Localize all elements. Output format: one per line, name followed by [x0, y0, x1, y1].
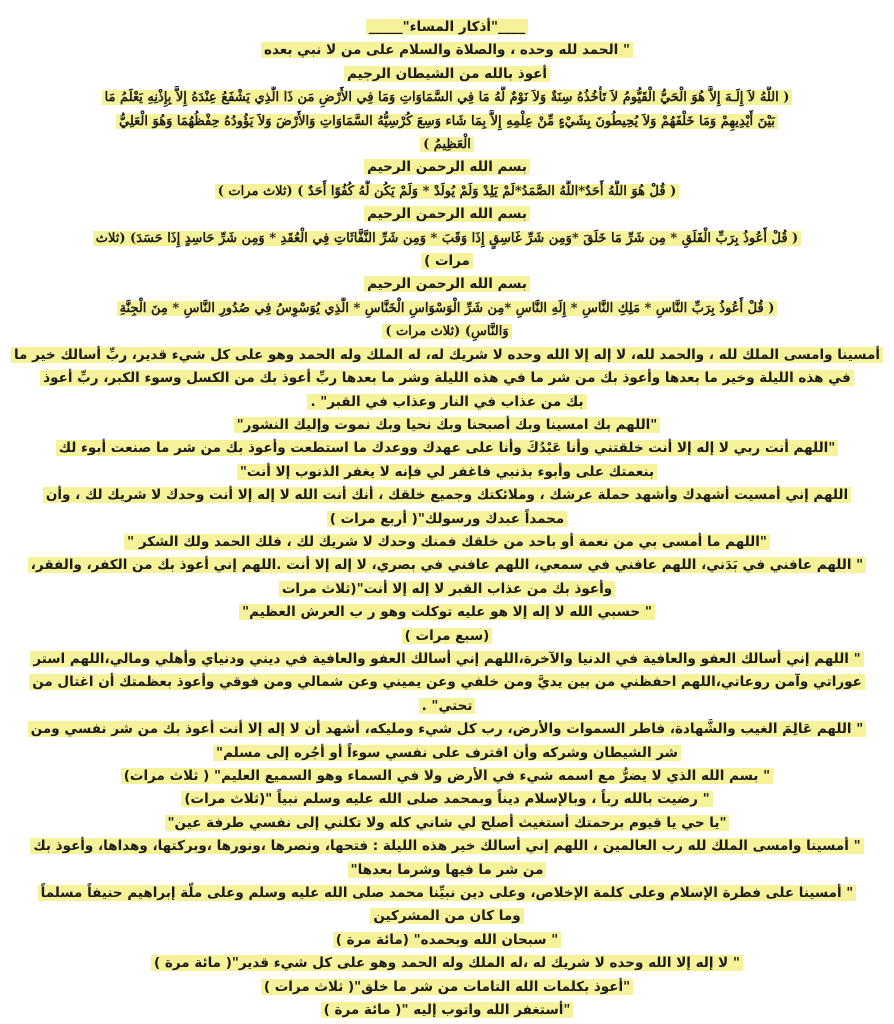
text-line — [0, 625, 894, 648]
text-line — [0, 952, 894, 975]
highlighted-text: وأعوذ بك من عذاب القبر لا إله إلا أنت"(ثلاث مرات — [279, 581, 615, 597]
highlighted-text: أعوذ بالله من الشيطان الرجيم — [344, 66, 550, 82]
text-line — [0, 437, 894, 460]
highlighted-text: بسم الله الرحمن الرحيم — [364, 276, 530, 292]
text-line — [0, 835, 894, 858]
highlighted-text: ( قُلْ أَعُوذُ بِرَبِّ الْفَلَقِ * مِن شَرِّ مَا خَلَقَ *وَمِن شَرِّ غَاسِقٍ إِذَا وَقَبَ * وَمِن شَرِّ النَّفَّاثَاتِ فِي الْعُقَدِ * وَمِن شَرِّ حَاسِدٍ إِذَا حَسَدَ) (ثلاث — [93, 231, 801, 246]
text-line — [0, 812, 894, 835]
text-line — [0, 765, 894, 788]
highlighted-text: أمسينا وامسى الملك لله ، والحمد لله، لا إله إلا الله وحده لا شريك له، له الملك وله الحمد وهو على كل شيء قدير، ربِّ أسالك خير ما — [11, 347, 883, 363]
document-title: ____"أذكار المساء"_____ — [0, 16, 894, 39]
text-line — [0, 905, 894, 928]
text-line — [0, 999, 894, 1022]
highlighted-text: " لا إله إلا الله وحده لا شريك له ،له الملك وله الحمد وهو على كل شيء قدير"( مائة مرة ) — [151, 955, 743, 971]
highlighted-text: " اللهم عافني في بَدَني، اللهم عافني في سمعي، اللهم عافني في بصري، لا إله إلا أنت .اللهم إني أعوذ بك من الكفر، والفقر، — [28, 557, 866, 573]
text-line — [0, 508, 894, 531]
text-line — [0, 203, 894, 226]
text-line — [0, 601, 894, 624]
text-line — [0, 86, 894, 109]
text-line — [0, 554, 894, 577]
text-line — [0, 882, 894, 905]
highlighted-text: وما كان من المشركين — [370, 908, 523, 924]
highlighted-text: " رضيت بالله رباً ، وبالإسلام ديناً وبمحمد صلى الله عليه وسلم نبياً "(ثلاث مرات) — [181, 791, 712, 807]
highlighted-text: " حسبي الله لا إله إلا هو عليه توكلت وهو ر ب العرش العظيم" — [239, 604, 655, 620]
highlighted-text: "يا حي يا قيوم برحمتك أستغيث أصلح لي شاني كله ولا تكلني إلى نفسي طرفة عين" — [165, 815, 730, 831]
highlighted-text: " سبحان الله وبحمده" (مائة مرة ) — [333, 932, 562, 948]
highlighted-text: " اللهم عَالِمَ الغيب والشَّهادة، فاطر السموات والأرض، رب كل شيء ومليكه، أشهد أن لا إله إلا أنت أعوذ بك من شر نفسي ومن — [28, 721, 867, 737]
text-line — [0, 367, 894, 390]
highlighted-text: بَيْنَ أَيْدِيهِمْ وَمَا خَلْفَهُمْ وَلاَ يُحِيطُونَ بِشَيْءٍ مِّنْ عِلْمِهِ إِلاَّ بِمَا شَاء وَسِعَ كُرْسِيُّهُ السَّمَاوَاتِ وَالأَرْضَ وَلاَ يَؤُودُهُ حِفْظُهُمَا وَهُوَ الْعَلِيُّ — [116, 114, 778, 129]
highlighted-text: "أستغفر الله واتوب إليه "( مائة مرة ) — [321, 1002, 574, 1018]
highlighted-text: ( قُلْ أَعُوذُ بِرَبِّ النَّاسِ * مَلِكِ النَّاسِ * إِلَهِ النَّاسِ *مِن شَرِّ الْوَسْوَاسِ الْخَنَّاسِ * الَّذِي يُوَسْوِسُ فِي صُدُورِ النَّاسِ * مِنَ الْجِنَّةِ — [117, 301, 778, 316]
text-line — [0, 742, 894, 765]
text-line — [0, 414, 894, 437]
text-line — [0, 180, 894, 203]
text-line — [0, 718, 894, 741]
highlighted-text: "اللهم ما أمسى بي من نعمة أو باحد من خلقك فمنك وحدك لا شريك لك ، فلك الحمد ولك الشكر " — [124, 534, 770, 550]
highlighted-text: تحتي" . — [419, 698, 476, 714]
highlighted-text: " أمسينا على فطرة الإسلام وعلى كلمة الإخلاص، وعلى دين نبيِّنا محمد صلى الله عليه وسلم وعلى ملَّة إبراهيم حنيفاً مسلماً — [38, 885, 857, 901]
text-line — [0, 133, 894, 156]
text-line — [0, 320, 894, 343]
highlighted-text: "اللهم بك امسينا وبك أصبحنا وبك نحيا وبك نموت وإليك النشور" — [234, 417, 661, 433]
highlighted-text: محمداً عبدك ورسولك"( أربع مرات ) — [327, 511, 568, 527]
text-line — [0, 391, 894, 414]
highlighted-text: " أمسينا وامسى الملك لله رب العالمين ، اللهم إني أسالك خير هذه الليلة : فتحها، ونصرها ،ونورها ،وبركتها، وهداها، وأعوذ بك — [30, 838, 863, 854]
text-line — [0, 461, 894, 484]
highlighted-text: شر الشيطان وشركه وأن اقترف على نفسي سوءاً أو أجُره إلى مسلم" — [213, 745, 681, 761]
text-line — [0, 484, 894, 507]
text-line — [0, 648, 894, 671]
text-line — [0, 250, 894, 273]
highlighted-text: (سبع مرات ) — [402, 628, 493, 644]
highlighted-text: " اللهم إني أسالك العفو والعافية في الدنيا والآخرة،اللهم إني أسالك العفو والعافية في ديني ودنياي وأهلي ومالي،اللهم استر — [30, 651, 863, 667]
highlighted-text: بسم الله الرحمن الرحيم — [364, 159, 530, 175]
text-line — [0, 39, 894, 62]
text-line — [0, 788, 894, 811]
highlighted-text: عوراتي وآمن روعاتي،اللهم احفظني من بين يديَّ ومن خلفي وعن يميني وعن شمالي ومن فوقي وأعوذ بعظمتك أن اغتال من — [29, 674, 865, 690]
highlighted-text: " الحمد لله وحده ، والصلاة والسلام على من لا نبي بعده — [261, 42, 633, 58]
text-line — [0, 531, 894, 554]
text-line — [0, 929, 894, 952]
highlighted-text: بنعمتك على وأبوء بذنبي فاغفر لي فإنه لا يغفر الذنوب إلا أنت" — [237, 464, 657, 480]
text-line — [0, 695, 894, 718]
text-line — [0, 671, 894, 694]
highlighted-text: بك من عذاب في النار وعذاب في القبر" . — [307, 394, 586, 410]
text-line — [0, 297, 894, 320]
highlighted-text: من شر ما فيها وشرما بعدها" — [348, 862, 547, 878]
text-line — [0, 156, 894, 179]
text-line — [0, 859, 894, 882]
highlighted-text: ( اللَّهُ لاَ إِلَـهَ إِلاَّ هُوَ الْحَيُّ الْقَيُّومُ لاَ تَأْخُذُهُ سِنَةٌ وَلاَ نَوْمٌ لَّهُ مَا فِي السَّمَاوَاتِ وَمَا فِي الأَرْضِ مَن ذَا الَّذِي يَشْفَعُ عِنْدَهُ إِلاَّ بِإِذْنِهِ يَعْلَمُ مَا — [102, 90, 793, 105]
text-line — [0, 63, 894, 86]
text-line — [0, 344, 894, 367]
highlighted-text: "اللهم أنت ربي لا إله إلا أنت خلقتني وأنا عَبْدُكَ وأنا على عهدك ووعدك ما استطعت وأعوذ بك من شر ما صنعت أبوء لك — [56, 440, 839, 456]
text-line — [0, 227, 894, 250]
text-line — [0, 273, 894, 296]
highlighted-text: بسم الله الرحمن الرحيم — [364, 206, 530, 222]
highlighted-text: " بسم الله الذي لا يضرُّ مع اسمه شيء في الأرض ولا في السماء وهو السميع العليم" ( ثلاث مرات) — [121, 768, 773, 784]
highlighted-text: في هذه الليلة وخير ما بعدها وأعوذ بك من شر ما في هذه الليلة وشر ما بعدها ربِّ أعوذ بك من الكسل وسوء الكبر، ربِّ أعوذ — [40, 370, 854, 386]
highlighted-text: مرات ) — [421, 253, 473, 269]
highlighted-text: اللهم إني أمسيت أشهدك وأشهد حملة عرشك ، وملائكتك وجميع خلقك ، أنك أنت الله لا إله إلا أنت وحدك لا شريك لك ، وأن — [43, 487, 851, 503]
highlighted-text: "أعوذ بكلمات الله التامات من شر ما خلق"( ثلاث مرات ) — [261, 979, 633, 995]
text-line — [0, 110, 894, 133]
text-line — [0, 578, 894, 601]
highlighted-text: الْعَظِيمُ ) — [420, 137, 474, 152]
highlighted-text: وَالنَّاسِ) (ثلاث مرات ) — [382, 324, 511, 339]
text-line — [0, 976, 894, 999]
document-body — [0, 39, 894, 1022]
highlighted-text: ( قُلْ هُوَ اللَّهُ أَحَدٌ*اللَّهُ الصَّمَدُ*لَمْ يَلِدْ وَلَمْ يُولَدْ * وَلَمْ يَكُن لَّهُ كُفُوًا أَحَدٌ ) (ثلاث مرات ) — [215, 184, 680, 199]
